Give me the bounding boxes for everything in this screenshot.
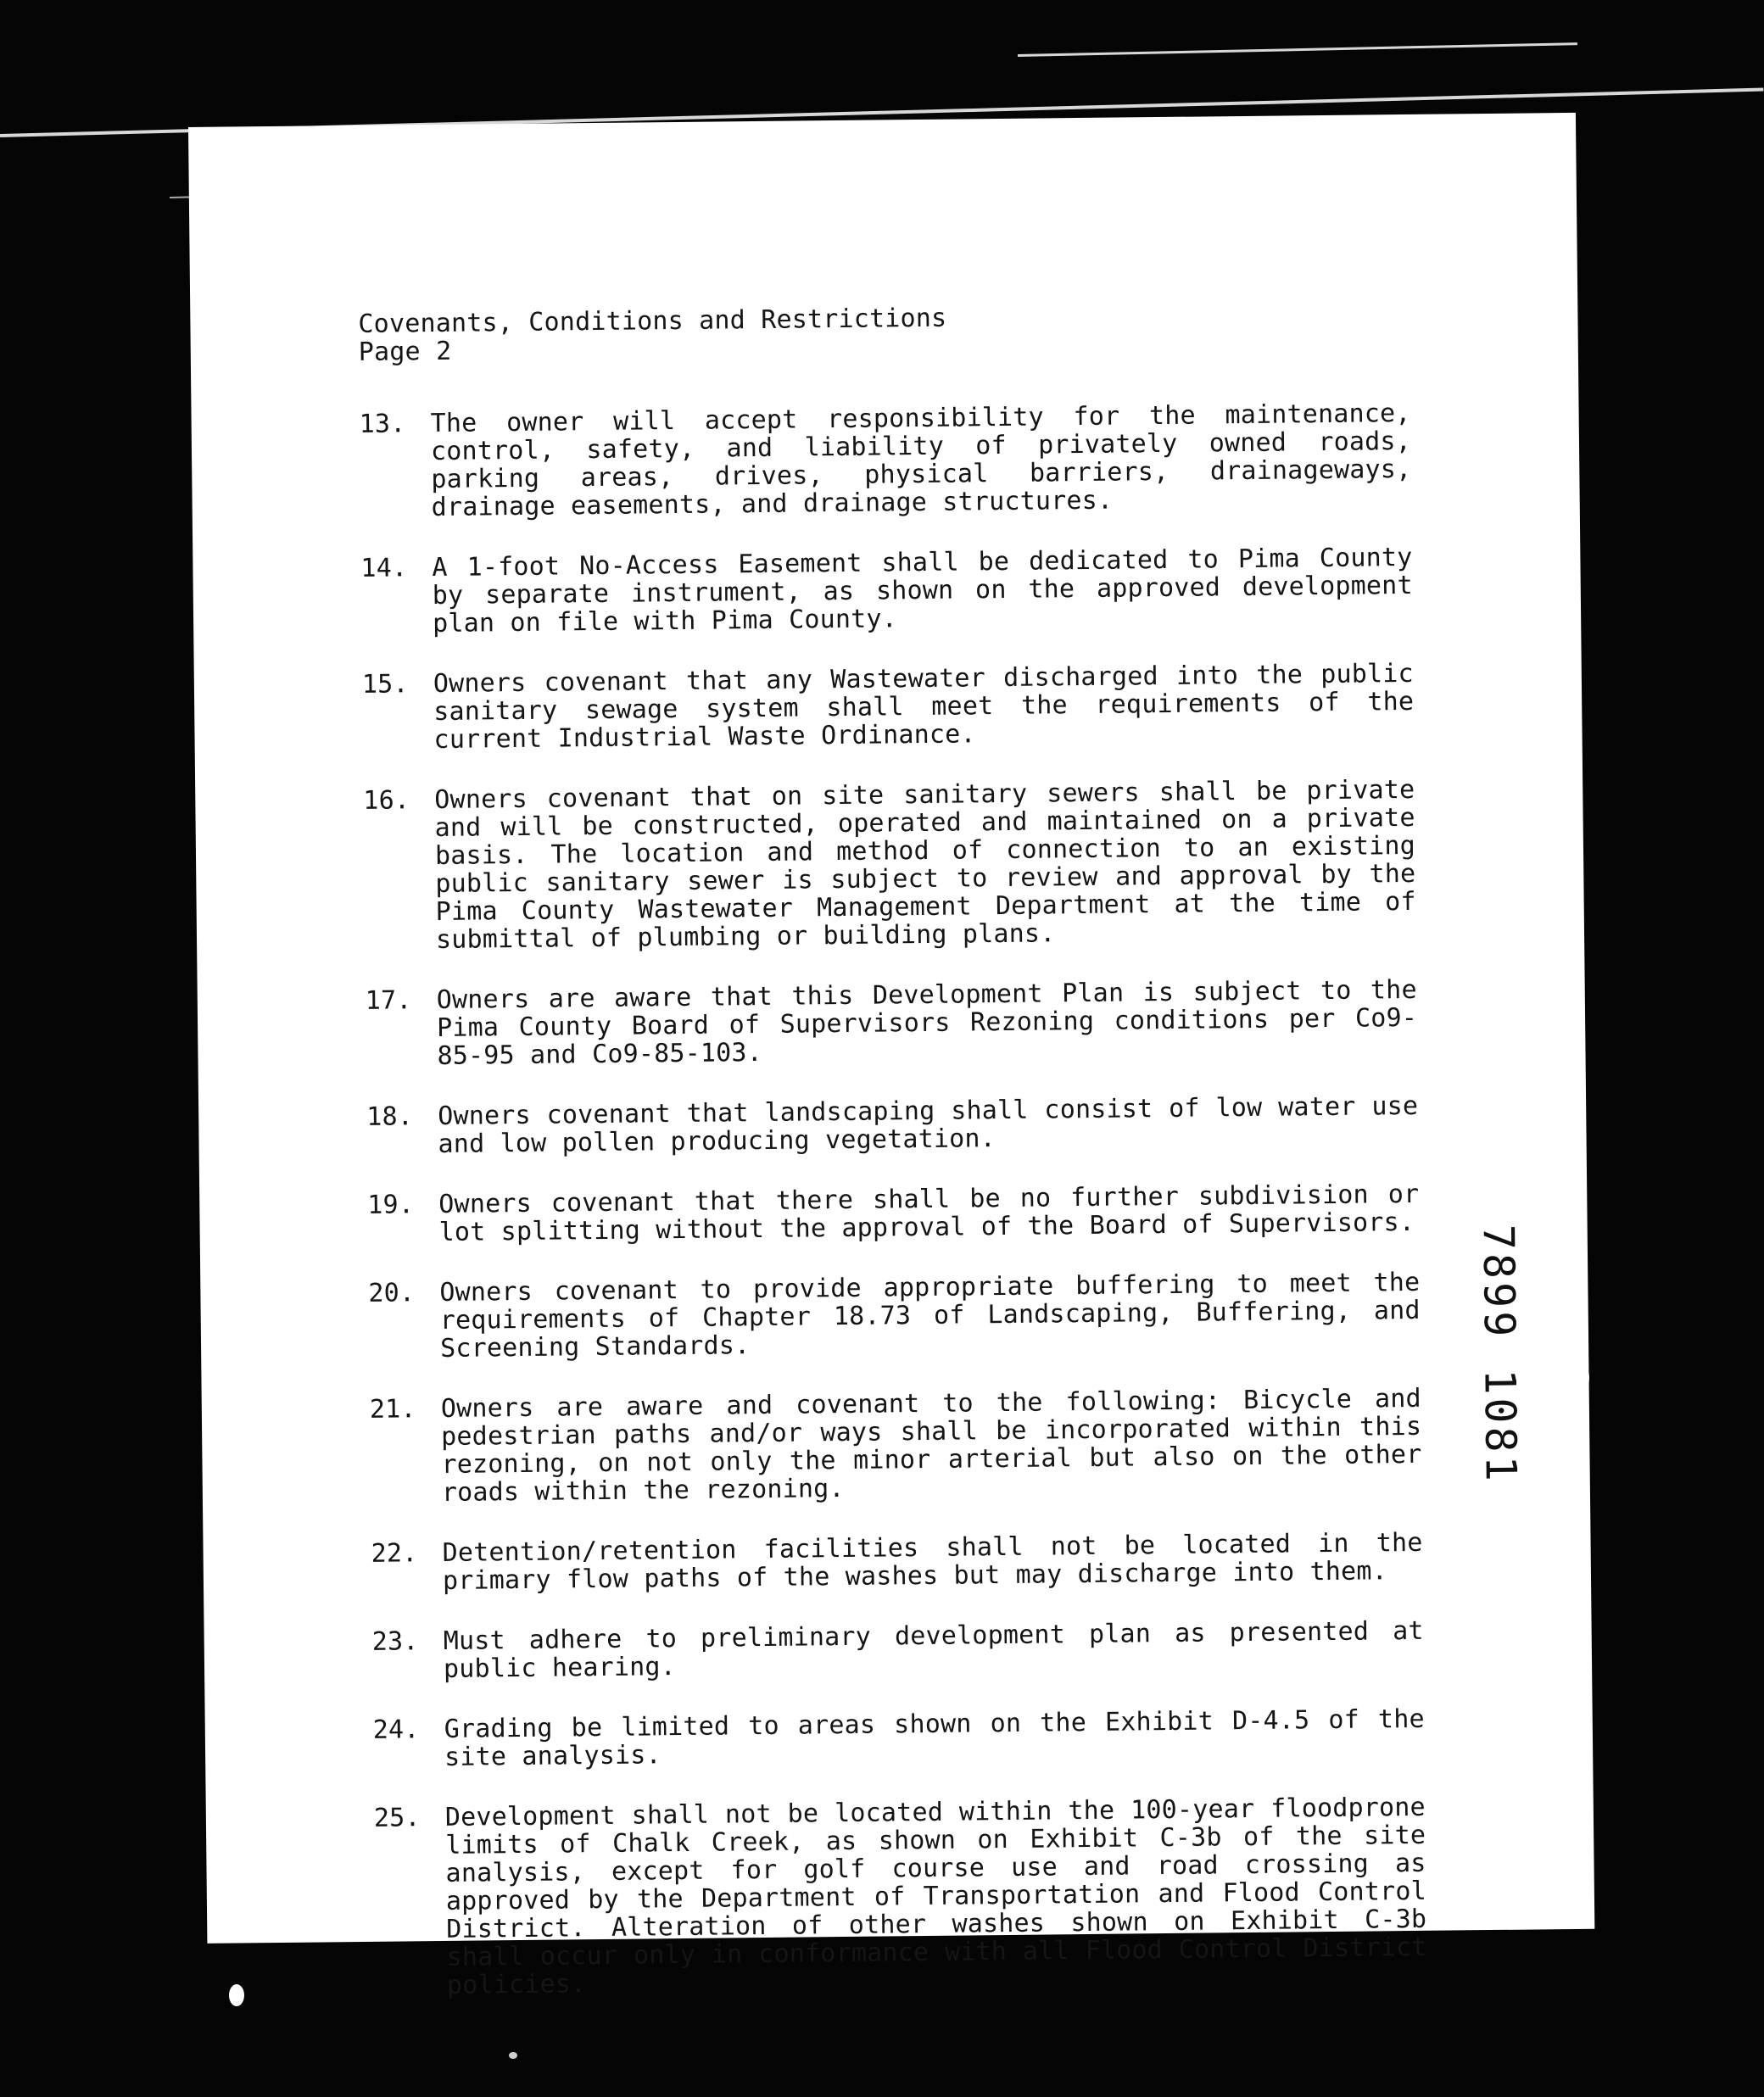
- list-item: [363, 776, 1416, 955]
- item-number: 15.: [361, 669, 409, 700]
- item-text: Owners are aware and covenant to the following: Bicycle and pedestrian paths and/or ways shall be incorporated within this rezoning, on not only the minor arterial but also on the other roads within the rezoning.: [440, 1383, 1422, 1508]
- item-text: Development shall not be located within the 100-year floodprone limits of Chalk Creek, as shown on Exhibit C-3b of the site analysis, except for golf course use and road crossing as approved by the Department of Transportation and Flood Control District. Alteration of other washes shown on Exhibit C-3b shall occur only in conformance with all Flood Control District policies.: [444, 1792, 1427, 2000]
- list-item: [368, 1269, 1421, 1364]
- item-number: 25.: [373, 1803, 421, 1833]
- item-number: 20.: [368, 1278, 416, 1308]
- item-number: 14.: [360, 553, 408, 583]
- item-number: 13.: [359, 409, 406, 439]
- item-text: Owners covenant that there shall be no further subdivision or lot splitting without the approval of the Board of Supervisors.: [438, 1179, 1420, 1247]
- item-text: Owners covenant that any Wastewater discharged into the public sanitary sewage system shall meet the requirements of the current Industrial Waste Ordinance.: [433, 658, 1415, 756]
- list-item: [360, 399, 1412, 522]
- document-title: Covenants, Conditions and Restrictions: [358, 303, 947, 339]
- scan-speck: [509, 2052, 517, 2059]
- item-number: 18.: [366, 1101, 414, 1132]
- item-text: Owners are aware that this Development Plan is subject to the Pima County Board of Supervisors Rezoning conditions per Co9-85-95 and Co9-85-103.: [436, 974, 1418, 1071]
- page-number: Page 2: [358, 336, 452, 367]
- document-page: [188, 113, 1594, 2000]
- item-text: Owners covenant to provide appropriate buffering to meet the requirements of Chapter 18.73 of Landscaping, Buffering, and Screening Standards.: [439, 1267, 1421, 1364]
- document-body: [358, 299, 1427, 2000]
- item-number: 22.: [371, 1538, 418, 1569]
- item-number: 17.: [365, 985, 412, 1016]
- list-item: [374, 1793, 1427, 2000]
- list-item: [367, 1180, 1420, 1247]
- item-number: 19.: [367, 1190, 415, 1220]
- list-item: [373, 1705, 1426, 1772]
- list-item: [366, 976, 1418, 1071]
- item-text: Must adhere to preliminary development plan as presented at public hearing.: [443, 1615, 1424, 1684]
- docket-stamp: 7899 1081: [1473, 1224, 1526, 1486]
- item-text: The owner will accept responsibility for the maintenance, control, safety, and liability of privately owned roads, parking areas, drives, physical barriers, drainageways, drainage easements, and drainage structures.: [430, 398, 1412, 523]
- item-text: A 1-foot No-Access Easement shall be dedicated to Pima County by separate instrument, as shown on the approved development plan on file with Pima County.: [432, 542, 1413, 639]
- list-item: [370, 1385, 1422, 1508]
- list-item: [372, 1617, 1425, 1684]
- item-number: 21.: [369, 1394, 416, 1425]
- scan-streak: [1018, 42, 1577, 57]
- item-number: 24.: [372, 1715, 420, 1745]
- item-text: Grading be limited to areas shown on the Exhibit D-4.5 of the site analysis.: [444, 1704, 1425, 1772]
- list-item: [362, 660, 1415, 755]
- item-text: Detention/retention facilities shall not be located in the primary flow paths of the washes but may discharge into them.: [442, 1527, 1423, 1596]
- item-text: Owners covenant that landscaping shall consist of low water use and low pollen producing vegetation.: [438, 1090, 1419, 1159]
- item-number: 23.: [371, 1626, 419, 1657]
- item-number: 16.: [363, 785, 410, 816]
- list-item: [366, 1092, 1419, 1159]
- scan-speck: [229, 1984, 244, 2006]
- item-text: Owners covenant that on site sanitary sewers shall be private and will be constructed, operated and maintained on a private basis. The location and method of connection to an existing public sanitary sewer is subject to review and approval by the Pima County Wastewater Management Department at the time of submittal of plumbing or building plans.: [434, 774, 1416, 955]
- list-item: [360, 544, 1413, 639]
- list-item: [371, 1529, 1423, 1596]
